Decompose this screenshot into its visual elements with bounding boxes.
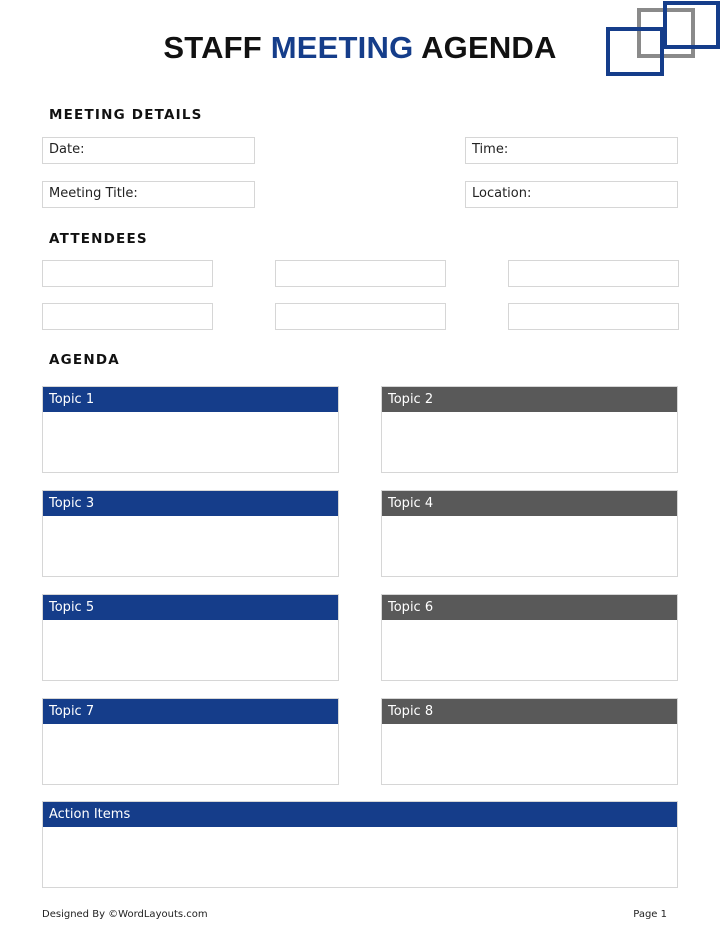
action-items-box [42,801,678,888]
time-label: Time: [472,142,509,157]
topic-box-2 [381,386,678,473]
time-field[interactable] [465,137,678,164]
date-field[interactable] [42,137,255,164]
meeting-title-label: Meeting Title: [49,186,138,201]
topic-notes-area[interactable] [382,620,677,680]
topic-box-4 [381,490,678,577]
topic-box-1 [42,386,339,473]
topic-notes-area[interactable] [43,620,338,680]
topic-box-6 [381,594,678,681]
location-field[interactable] [465,181,678,208]
topic-header: Topic 6 [382,595,677,620]
topic-notes-area[interactable] [382,516,677,576]
meeting-title-field[interactable] [42,181,255,208]
topic-header: Topic 5 [43,595,338,620]
title-part-2: AGENDA [413,30,557,65]
page-number: Page 1 [633,909,667,920]
footer-credit: Designed By ©WordLayouts.com [42,909,208,920]
title-part-1: STAFF [163,30,271,65]
meeting-details-heading: MEETING DETAILS [49,107,203,123]
topic-header: Topic 1 [43,387,338,412]
attendee-field-3[interactable] [508,260,679,287]
action-items-notes-area[interactable] [43,827,677,887]
topic-notes-area[interactable] [382,412,677,472]
title-accent: MEETING [270,30,414,65]
attendee-field-4[interactable] [42,303,213,330]
topic-notes-area[interactable] [43,412,338,472]
topic-header: Topic 4 [382,491,677,516]
topic-header: Topic 7 [43,699,338,724]
topic-header: Topic 2 [382,387,677,412]
topic-header: Topic 3 [43,491,338,516]
attendee-field-6[interactable] [508,303,679,330]
attendee-field-5[interactable] [275,303,446,330]
topic-header: Topic 8 [382,699,677,724]
topic-notes-area[interactable] [43,724,338,784]
attendees-heading: ATTENDEES [49,231,148,247]
topic-box-8 [381,698,678,785]
attendee-field-2[interactable] [275,260,446,287]
date-label: Date: [49,142,85,157]
attendee-field-1[interactable] [42,260,213,287]
topic-box-3 [42,490,339,577]
action-items-header: Action Items [43,802,677,827]
location-label: Location: [472,186,532,201]
topic-notes-area[interactable] [382,724,677,784]
topic-box-5 [42,594,339,681]
page-title [0,30,720,66]
agenda-heading: AGENDA [49,352,120,368]
topic-box-7 [42,698,339,785]
topic-notes-area[interactable] [43,516,338,576]
